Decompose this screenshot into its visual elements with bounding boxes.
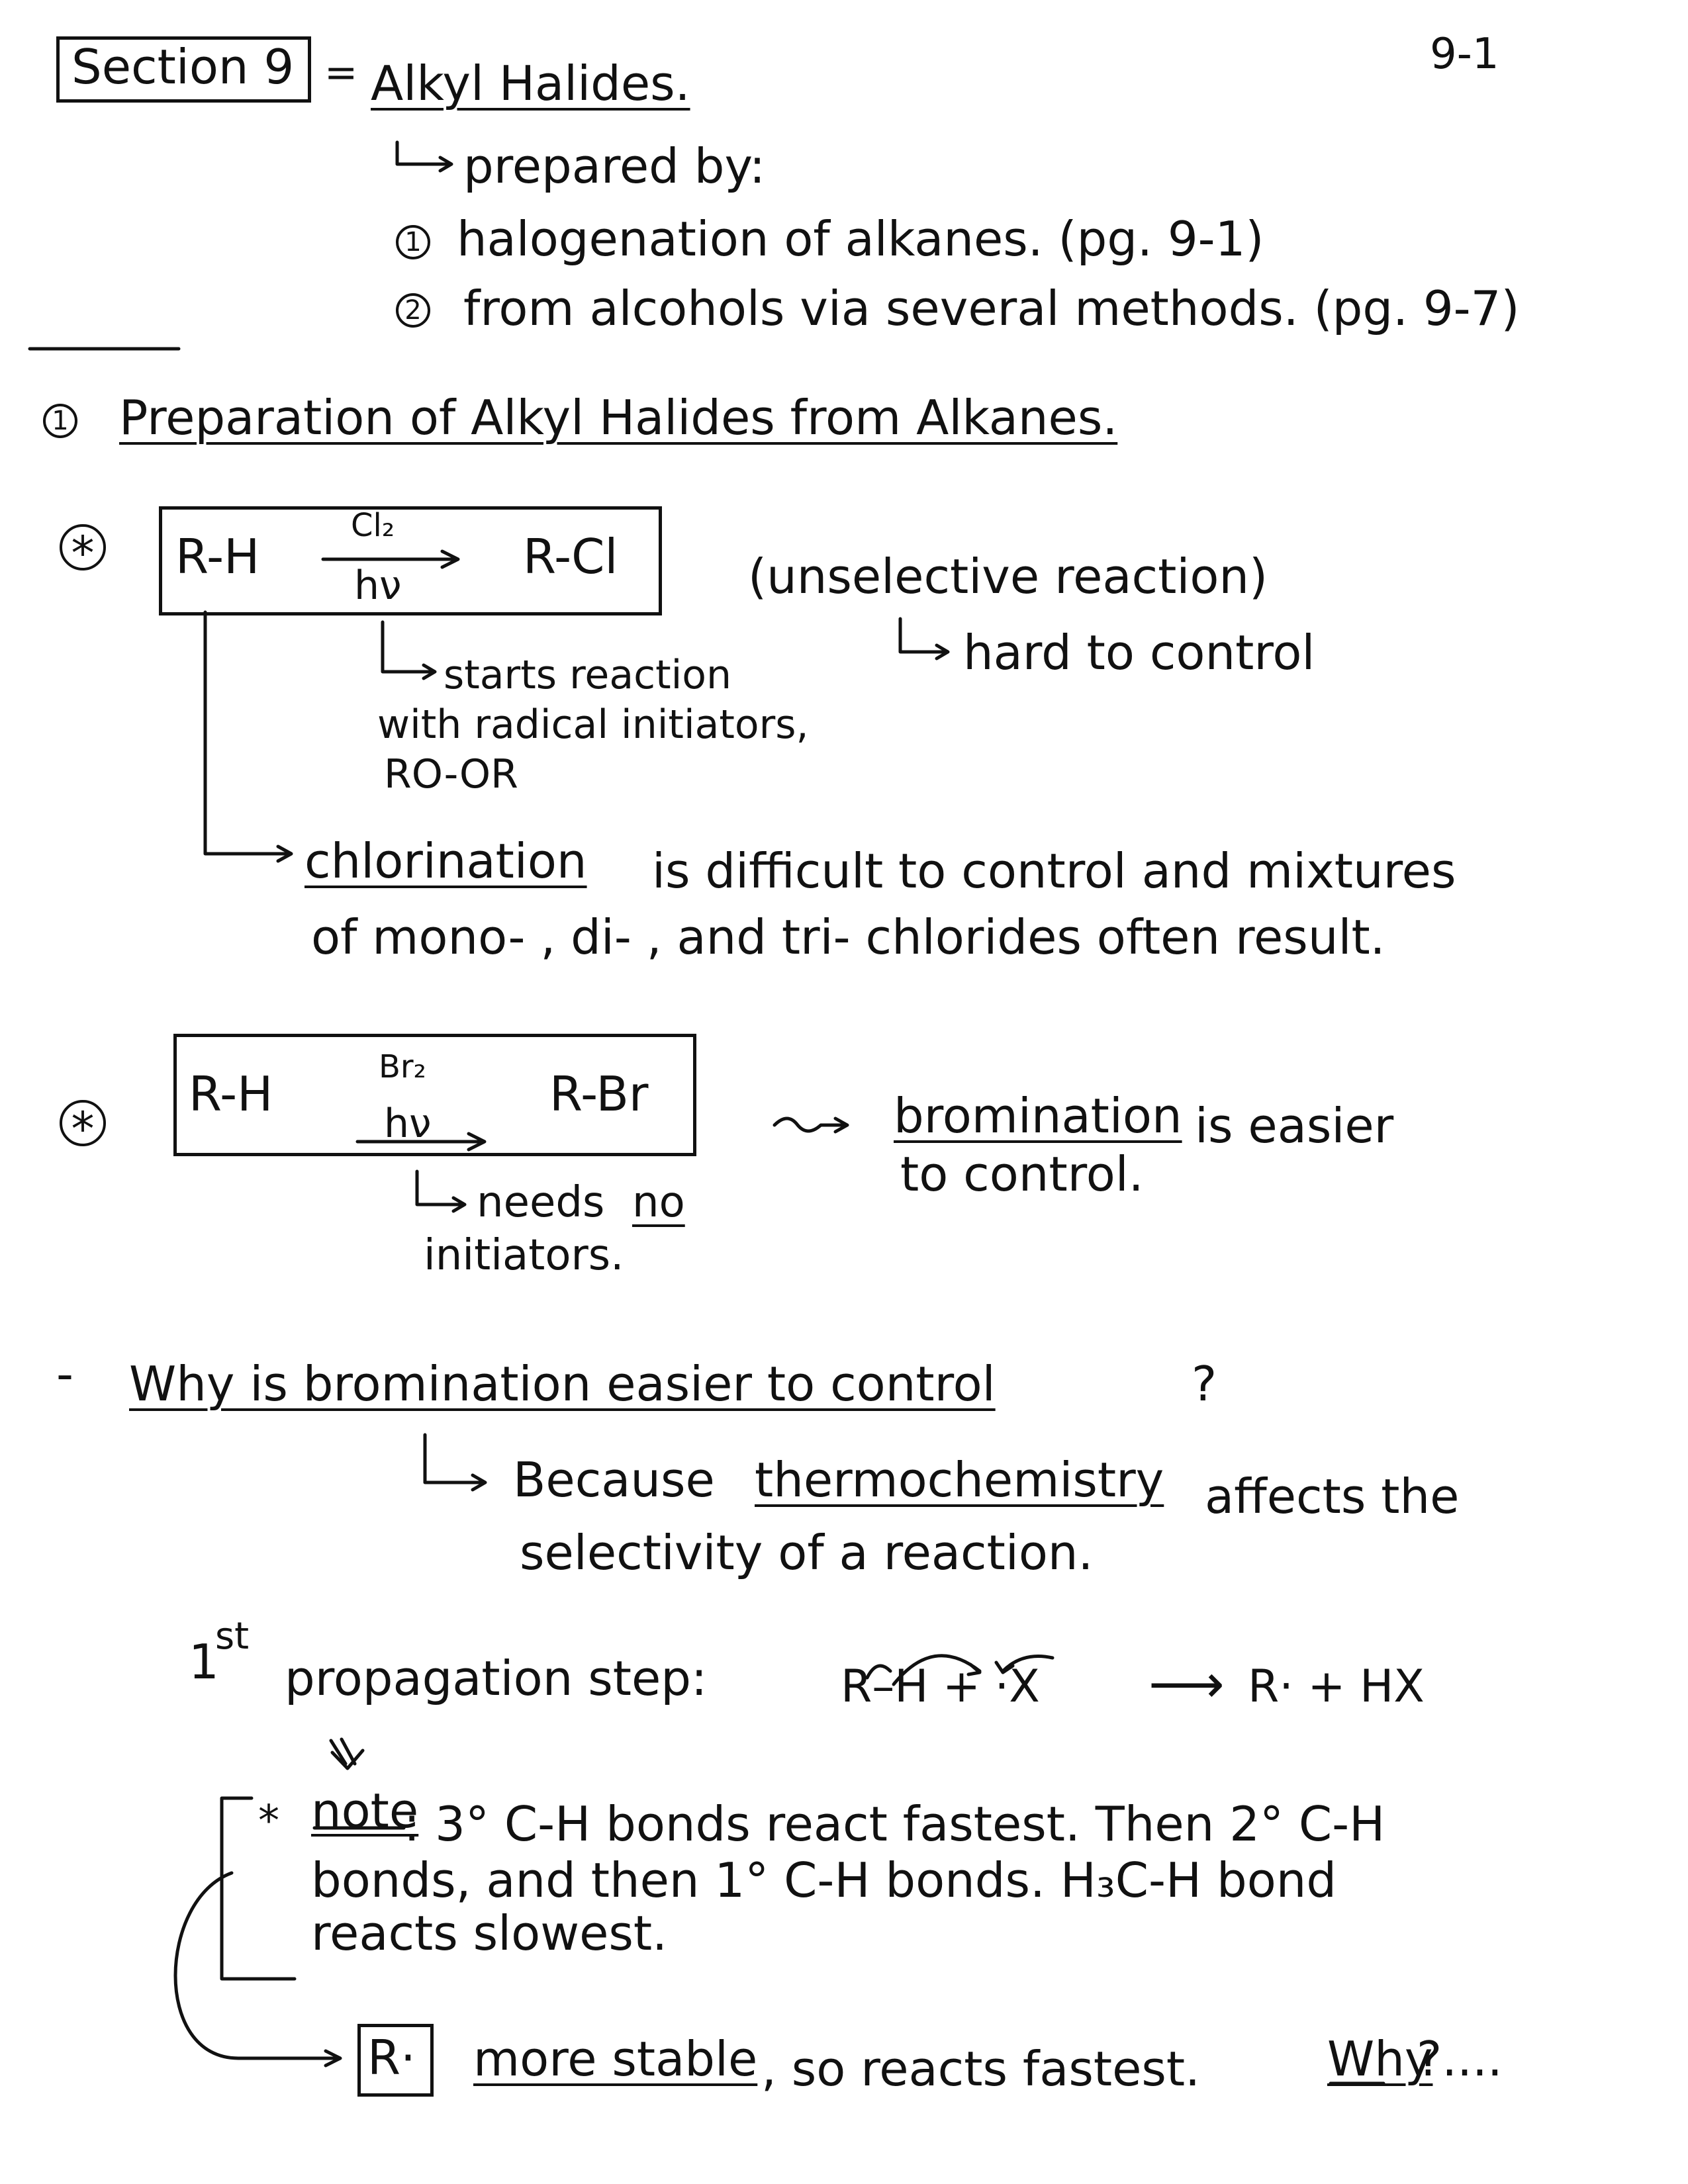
- conclusion-rest: , so reacts fastest.: [761, 2041, 1201, 2097]
- propagation-label: propagation step:: [285, 1651, 708, 1706]
- needs-line2: initiators.: [424, 1231, 624, 1280]
- long-arrow-chlorination: [205, 612, 288, 854]
- star-icon: *: [60, 1100, 106, 1146]
- why-word: Why: [1327, 2031, 1433, 2087]
- star-icon: *: [60, 524, 106, 570]
- propagation-ordinal: 1: [189, 1634, 219, 1690]
- question-mark: ?: [1192, 1356, 1217, 1412]
- method1-number: 1: [396, 225, 430, 259]
- why-ellipsis: ?....: [1417, 2031, 1503, 2087]
- chlorination-rest: is difficult to control and mixtures: [652, 843, 1456, 899]
- br-reagent-bottom: hν: [384, 1101, 432, 1147]
- note-star: *: [258, 1797, 279, 1846]
- bromination-rest: is easier: [1195, 1098, 1394, 1154]
- question-text: Why is bromination easier to control: [129, 1356, 996, 1412]
- method2-text: from alcohols via several methods. (pg. 9-7): [463, 281, 1520, 336]
- bromination-line2: to control.: [900, 1146, 1144, 1202]
- chlorination-line2: of mono- , di- , and tri- chlorides often result.: [311, 909, 1385, 965]
- note-line2: bonds, and then 1° C-H bonds. H₃C-H bond: [311, 1852, 1337, 1908]
- r-radical: R·: [367, 2030, 416, 2085]
- needs-prefix: needs: [477, 1178, 605, 1227]
- br-reagent-top: Br₂: [379, 1048, 426, 1085]
- because-rest: affects the: [1205, 1469, 1460, 1524]
- equals-sign: =: [324, 50, 358, 96]
- cl-reagent-top: Cl₂: [351, 507, 395, 544]
- squiggle-arrow-br: [774, 1118, 846, 1131]
- needs-no: no: [632, 1178, 685, 1227]
- propagation-rhs: R· + HX: [1248, 1661, 1425, 1713]
- cl-reagent-bottom: hν: [354, 563, 402, 609]
- because-prefix: Because: [513, 1452, 715, 1508]
- br-reactant: R-H: [189, 1066, 273, 1122]
- page-title: Alkyl Halides.: [371, 56, 690, 111]
- page-number: 9-1: [1430, 30, 1499, 79]
- initiator-line2: with radical initiators,: [377, 702, 809, 748]
- cl-reactant: R-H: [175, 529, 260, 584]
- initiator-line3: RO-OR: [384, 751, 518, 797]
- section-label: Section 9: [71, 39, 295, 95]
- propagation-ordinal-sup: st: [215, 1615, 250, 1658]
- note-label: note: [311, 1783, 419, 1839]
- chlorination-word: chlorination: [305, 833, 587, 889]
- because-line2: selectivity of a reaction.: [520, 1525, 1094, 1580]
- unselective-note: (unselective reaction): [748, 549, 1268, 604]
- method1-text: halogenation of alkanes. (pg. 9-1): [457, 211, 1264, 267]
- initiator-line1: starts reaction: [444, 652, 732, 698]
- note-line1: : 3° C-H bonds react fastest. Then 2° C-H: [404, 1796, 1385, 1852]
- method2-number: 2: [396, 293, 430, 328]
- prepared-by: prepared by:: [463, 138, 766, 194]
- more-stable: more stable: [473, 2031, 758, 2087]
- br-product: R-Br: [549, 1066, 649, 1122]
- hook-arrow-initiator: [383, 622, 434, 672]
- part1-heading: Preparation of Alkyl Halides from Alkanes.: [119, 390, 1118, 445]
- propagation-lhs: R–H + ·X: [841, 1661, 1040, 1713]
- hook-arrow-prepared: [397, 142, 450, 164]
- because-word: thermochemistry: [755, 1452, 1164, 1508]
- propagation-arrow: ⟶: [1149, 1653, 1225, 1715]
- cl-product: R-Cl: [523, 529, 618, 584]
- part1-number: 1: [43, 404, 77, 438]
- hard-to-control: hard to control: [963, 625, 1315, 680]
- question-dash: -: [56, 1346, 73, 1402]
- double-arrow-down: [331, 1739, 355, 1764]
- note-line3: reacts slowest.: [311, 1905, 668, 1961]
- bromination-word: bromination: [894, 1088, 1182, 1144]
